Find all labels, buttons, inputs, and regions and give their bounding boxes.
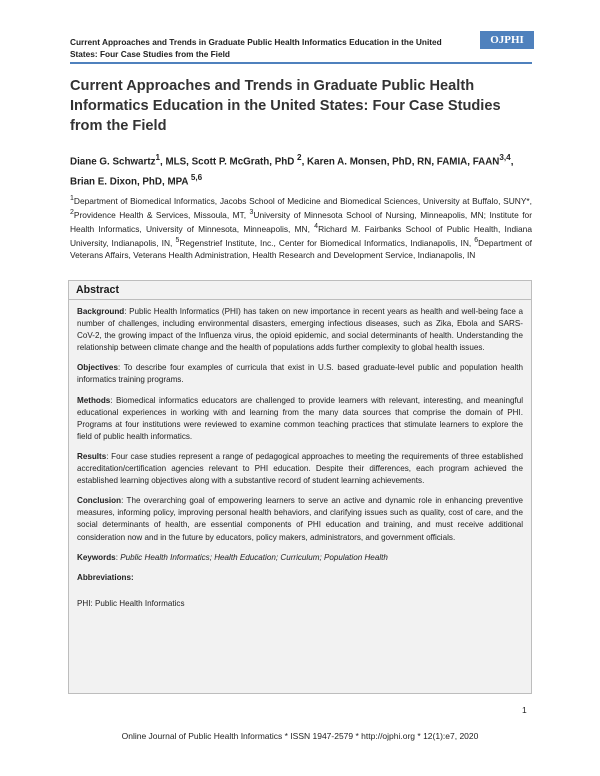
background-label: Background <box>77 307 125 316</box>
author-sup: 1 <box>155 153 161 162</box>
abstract-objectives <box>77 362 523 386</box>
abstract-heading: Abstract <box>69 281 531 300</box>
affil-sup: 6 <box>474 237 479 245</box>
conclusion-label: Conclusion <box>77 496 122 506</box>
affil-text: Providence Health & Services, Missoula, MT, <box>73 209 250 220</box>
author-sup: 3,4 <box>499 153 511 162</box>
author-sup: 5,6 <box>190 173 203 183</box>
methods-label: Methods <box>77 395 111 405</box>
abstract-body <box>69 300 531 610</box>
affil-text: Richard M. Fairbanks School of Public Health, Indiana University, Indianapolis, IN, <box>70 223 532 249</box>
methods-text: : Biomedical informatics educators are challenged to provide learners with relevant, interesting, and meaningful educational experiences in working with and learning from the many data sources that comprise the domain of PHI. Programs at four institutions were reviewed to examine common teaching practices that stimulate learners to explore the field of public health informatics. <box>77 395 523 441</box>
page-footer: Online Journal of Public Health Informatics * ISSN 1947-2579 * http://ojphi.org * 12(1):e7, 2020 <box>121 731 479 741</box>
article-title: Current Approaches and Trends in Graduate Public Health Informatics Education in the United States: Four Case Studies from the Field <box>70 78 501 134</box>
abstract-box <box>68 280 532 694</box>
author-sep: , MLS, <box>160 156 192 168</box>
author-name: Diane G. Schwartz <box>70 156 156 168</box>
affil-sup: 1 <box>70 195 74 202</box>
objectives-text: : To describe four examples of curricula that exist in U.S. based graduate-level public and population health informatics training programs. <box>77 363 523 385</box>
affil-text: University of Minnesota School of Nursing, Minneapolis, MN; Institute for Health Informatics, University of Minnesota, Minneapolis, MN, <box>70 209 532 234</box>
abstract-background <box>77 306 523 354</box>
keywords-text: Public Health Informatics; Health Education; Curriculum; Population Health <box>120 552 388 562</box>
author-name: Karen A. Monsen, PhD, RN, FAMIA, FAAN <box>307 156 500 168</box>
affil-sup: 2 <box>70 209 74 217</box>
results-label: Results <box>77 451 107 461</box>
affil-text: Regenstrief Institute, Inc., Center for Biomedical Informatics, Indianapolis, IN, <box>179 238 475 249</box>
header-rule <box>70 62 532 64</box>
page-number: 1 <box>522 705 527 715</box>
affil-text: Department of Veterans Affairs, Veterans Health Administration, Health Research and Development Service, Indianapolis, IN <box>70 238 532 261</box>
abstract-abbreviations <box>77 572 523 584</box>
journal-badge: OJPHI <box>480 31 534 49</box>
affil-sup: 3 <box>249 209 254 217</box>
keywords-label: Keywords <box>77 552 116 562</box>
objectives-label: Objectives <box>77 363 118 373</box>
abbreviation-item: PHI: Public Health Informatics <box>77 598 185 608</box>
author-sup: 2 <box>297 153 302 162</box>
abbreviations-label: Abbreviations: <box>77 572 134 582</box>
conclusion-text: : The overarching goal of empowering learners to serve an active and dynamic role in enhancing preventive measures, informing policy, improving personal health behaviors, and clarifying issues such as quality, cost of care, and the social determinants of health, are essential components of PHI education and training, and must receive additional consideration now and in the future by educators, policy makers, administrators, and government officials. <box>77 496 523 542</box>
author-list <box>70 150 530 191</box>
affiliations <box>70 193 532 262</box>
results-text: : Four case studies represent a range of pedagogical approaches to meeting the requirements of three established accreditation/certification agencies relevant to PHI education. Despite their differences, each program achieved the established learning objectives along with a substantive record of student learning achievements. <box>77 451 523 486</box>
author-sep: , <box>301 156 308 168</box>
abstract-conclusion <box>77 495 523 543</box>
author-sep: , <box>510 156 514 168</box>
abstract-methods <box>77 395 523 443</box>
affil-sup: 5 <box>175 237 180 245</box>
affil-sup: 4 <box>314 223 319 231</box>
abstract-results <box>77 451 523 487</box>
affil-text: Department of Biomedical Informatics, Jacobs School of Medicine and Biomedical Sciences, University at Buffalo, SUNY*, <box>73 195 532 206</box>
author-name: Scott P. McGrath, PhD <box>191 156 298 168</box>
abstract-keywords: Keywords: Public Health Informatics; Health Education; Curriculum; Population Health <box>77 552 388 562</box>
background-text: : Public Health Informatics (PHI) has taken on new importance in recent years as health and well-being face a number of challenges, including environmental disasters, emerging infectious diseases, such as Zika, Ebola and SARS-CoV-2, the growing impact of the Influenza virus, the opioid epidemic, and social determinants of health. Understanding the relationship between climate change and the health of populations adds further complexity to global health issues. <box>77 307 523 353</box>
author-name: Brian E. Dixon, PhD, MPA <box>70 176 191 188</box>
running-header: Current Approaches and Trends in Graduate Public Health Informatics Education in the United States: Four Case Studies from the Field <box>70 37 442 59</box>
